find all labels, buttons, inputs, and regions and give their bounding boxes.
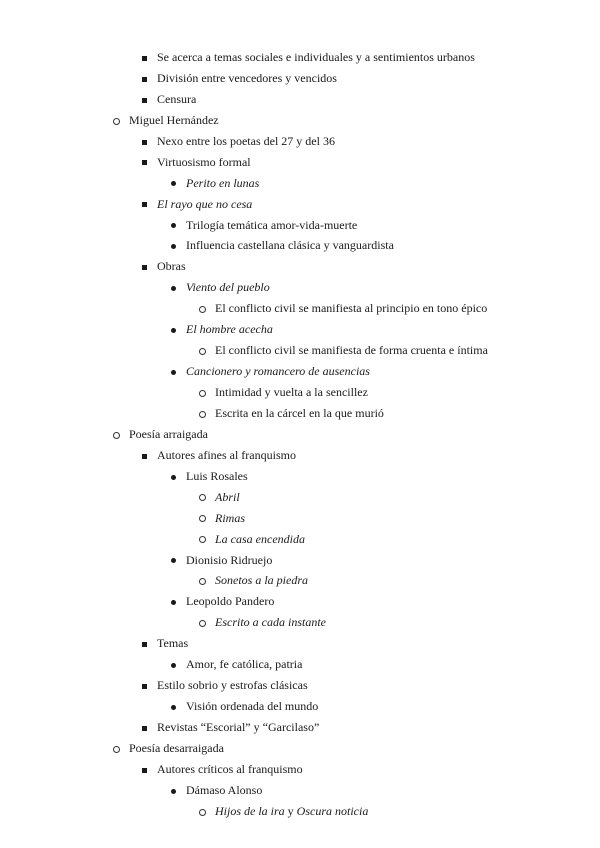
work-title: Viento del pueblo (186, 280, 270, 295)
circle-bullet-icon (197, 529, 207, 550)
circle-bullet-icon (197, 487, 207, 508)
list-item (0, 738, 600, 759)
circle-bullet-icon (197, 340, 207, 361)
list-item (0, 633, 600, 654)
list-item-text: Influencia castellana clásica y vanguardista (186, 238, 394, 253)
list-item-text: Autores críticos al franquismo (157, 761, 303, 776)
list-item (0, 47, 600, 68)
disc-bullet-icon (168, 466, 178, 487)
list-item (0, 361, 600, 382)
list-item (0, 298, 600, 319)
list-item (0, 654, 600, 675)
work-title: Rimas (215, 510, 245, 525)
square-bullet-icon (139, 717, 149, 738)
list-item (0, 173, 600, 194)
list-item (0, 570, 600, 591)
circle-bullet-icon (197, 403, 207, 424)
disc-bullet-icon (168, 696, 178, 717)
circle-bullet-icon (197, 508, 207, 529)
circle-bullet-icon (111, 424, 121, 445)
square-bullet-icon (139, 633, 149, 654)
list-item (0, 319, 600, 340)
list-item-text: Escrita en la cárcel en la que murió (215, 405, 384, 420)
list-item (0, 612, 600, 633)
square-bullet-icon (139, 131, 149, 152)
circle-bullet-icon (197, 382, 207, 403)
list-item-text: Nexo entre los poetas del 27 y del 36 (157, 133, 335, 148)
work-title: La casa encendida (215, 531, 305, 546)
work-title: El rayo que no cesa (157, 196, 253, 211)
list-item (0, 445, 600, 466)
disc-bullet-icon (168, 319, 178, 340)
work-title: Sonetos a la piedra (215, 573, 308, 588)
list-item (0, 68, 600, 89)
square-bullet-icon (139, 152, 149, 173)
list-item-text: Autores afines al franquismo (157, 447, 296, 462)
list-item-text: Visión ordenada del mundo (186, 699, 319, 714)
disc-bullet-icon (168, 235, 178, 256)
list-item-text: División entre vencedores y vencidos (157, 70, 337, 85)
list-item (0, 340, 600, 361)
disc-bullet-icon (168, 591, 178, 612)
list-item (0, 780, 600, 801)
list-item (0, 194, 600, 215)
section-heading: Poesía desarraigada (129, 740, 224, 755)
section-heading: Poesía arraigada (129, 426, 208, 441)
list-item (0, 382, 600, 403)
list-item-text: El conflicto civil se manifiesta al principio en tono épico (215, 301, 488, 316)
list-item-text: Trilogía temática amor-vida-muerte (186, 217, 358, 232)
list-item (0, 717, 600, 738)
square-bullet-icon (139, 194, 149, 215)
square-bullet-icon (139, 759, 149, 780)
work-title: Hijos de la ira (215, 803, 285, 818)
square-bullet-icon (139, 445, 149, 466)
circle-bullet-icon (197, 612, 207, 633)
work-title: Abril (215, 489, 240, 504)
list-item-text: Se acerca a temas sociales e individuales y a sentimientos urbanos (157, 50, 475, 64)
disc-bullet-icon (168, 361, 178, 382)
list-item (0, 235, 600, 256)
list-item-text: Intimidad y vuelta a la sencillez (215, 385, 368, 399)
disc-bullet-icon (168, 550, 178, 571)
work-title: Cancionero y romancero de ausencias (186, 364, 370, 379)
list-item (0, 215, 600, 236)
list-item (0, 550, 600, 571)
list-item-text: Temas (157, 636, 189, 651)
disc-bullet-icon (168, 654, 178, 675)
disc-bullet-icon (168, 173, 178, 194)
list-item (0, 696, 600, 717)
work-title: El hombre acecha (186, 322, 273, 337)
square-bullet-icon (139, 47, 149, 68)
author-name: Luis Rosales (186, 468, 248, 483)
list-item (0, 759, 600, 780)
list-item (0, 89, 600, 110)
circle-bullet-icon (197, 298, 207, 319)
list-item (0, 131, 600, 152)
list-item-text (215, 801, 368, 822)
author-name: Leopoldo Pandero (186, 594, 275, 609)
author-name: Dionisio Ridruejo (186, 552, 273, 567)
list-item-text: Virtuosismo formal (157, 154, 251, 169)
list-item (0, 424, 600, 445)
disc-bullet-icon (168, 780, 178, 801)
disc-bullet-icon (168, 277, 178, 298)
circle-bullet-icon (111, 110, 121, 131)
work-title: Escrito a cada instante (215, 615, 326, 630)
square-bullet-icon (139, 256, 149, 277)
list-item-text: Revistas “Escorial” y “Garcilaso” (157, 720, 320, 734)
list-item-text: Obras (157, 259, 186, 274)
circle-bullet-icon (197, 801, 207, 822)
list-item (0, 466, 600, 487)
list-item (0, 591, 600, 612)
disc-bullet-icon (168, 215, 178, 236)
list-item (0, 152, 600, 173)
author-name: Dámaso Alonso (186, 782, 263, 797)
square-bullet-icon (139, 675, 149, 696)
list-item (0, 403, 600, 424)
list-item-text: Censura (157, 91, 197, 106)
square-bullet-icon (139, 89, 149, 110)
list-item (0, 277, 600, 298)
list-item (0, 487, 600, 508)
section-heading: Miguel Hernández (129, 112, 219, 127)
square-bullet-icon (139, 68, 149, 89)
work-title: Perito en lunas (186, 175, 260, 190)
list-item (0, 110, 600, 131)
work-title: Oscura noticia (296, 803, 369, 818)
list-item (0, 675, 600, 696)
list-item (0, 801, 600, 822)
conjunction: y (284, 803, 297, 818)
list-item (0, 508, 600, 529)
list-item-text: Estilo sobrio y estrofas clásicas (157, 678, 308, 693)
list-item-text: Amor, fe católica, patria (186, 657, 303, 672)
circle-bullet-icon (197, 570, 207, 591)
list-item (0, 256, 600, 277)
list-item-text: El conflicto civil se manifiesta de forma cruenta e íntima (215, 343, 488, 358)
circle-bullet-icon (111, 738, 121, 759)
document-page (0, 47, 600, 822)
list-item (0, 529, 600, 550)
